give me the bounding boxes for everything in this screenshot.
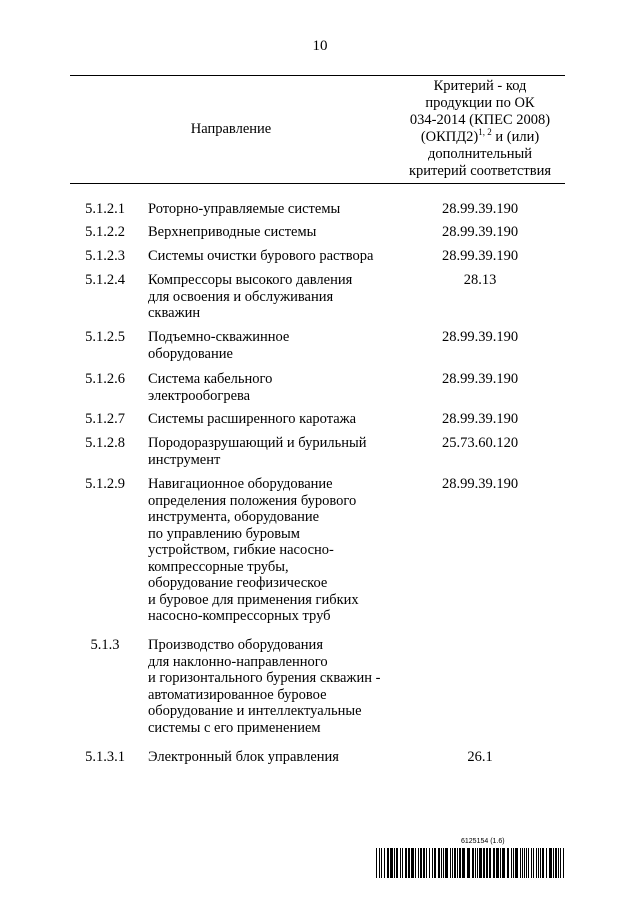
row-direction-line: Системы расширенного каротажа	[148, 411, 357, 427]
row-direction-line: Роторно-управляемые системы	[148, 201, 341, 217]
row-direction-line: устройством, гибкие насосно-	[148, 542, 334, 558]
row-direction	[148, 329, 398, 362]
row-direction-line: оборудование	[148, 345, 233, 362]
row-direction	[148, 637, 398, 736]
row-direction-line: для освоения и обслуживания	[148, 288, 334, 305]
header-criterion-line: Критерий - код	[433, 78, 527, 94]
table-top-rule	[70, 75, 565, 76]
header-direction: Направление	[190, 121, 272, 137]
header-criterion-line	[395, 129, 565, 146]
barcode-image	[376, 848, 564, 878]
header-and-or: и (или)	[495, 129, 540, 145]
row-direction	[148, 272, 398, 322]
row-code: 28.99.39.190	[441, 248, 519, 264]
row-number: 5.1.2.9	[85, 476, 125, 492]
barcode-caption: 6125154 (1.6)	[461, 838, 505, 845]
row-number: 5.1.2.1	[85, 201, 125, 217]
row-direction-line: инструмента, оборудование	[148, 509, 320, 525]
row-number: 5.1.2.6	[85, 371, 125, 387]
row-direction-line: оборудование геофизическое	[148, 575, 328, 591]
row-direction-line: Навигационное оборудование	[148, 476, 333, 492]
row-direction-line: электрообогрева	[148, 387, 251, 404]
row-code: 28.99.39.190	[441, 476, 519, 492]
row-direction	[148, 224, 398, 241]
row-code: 25.73.60.120	[441, 435, 519, 451]
header-okpd: (ОКПД2)	[420, 129, 479, 145]
row-direction-line: насосно-компрессорных труб	[148, 608, 331, 624]
header-bottom-rule	[70, 183, 565, 184]
header-criterion	[395, 78, 565, 180]
row-direction-line: инструмент	[148, 451, 221, 468]
row-direction-line: и буровое для применения гибких	[148, 591, 359, 608]
row-direction-line: Породоразрушающий и бурильный	[148, 435, 367, 451]
row-direction-line: Подъемно-скважинное	[148, 329, 290, 345]
row-direction	[148, 248, 398, 265]
header-criterion-line: продукции по ОК	[425, 95, 535, 111]
row-code: 28.13	[463, 272, 497, 288]
row-direction-line: Компрессоры высокого давления	[148, 272, 353, 288]
footnote-marks: 1, 2	[478, 127, 492, 138]
row-number: 5.1.2.2	[85, 224, 125, 240]
row-code: 28.99.39.190	[441, 411, 519, 427]
row-direction	[148, 371, 398, 404]
row-direction	[148, 749, 398, 766]
row-number: 5.1.3.1	[85, 749, 125, 765]
row-code: 26.1	[467, 749, 493, 765]
header-criterion-line: 034-2014 (КПЕС 2008)	[409, 112, 551, 128]
row-direction	[148, 435, 398, 468]
row-direction-line: и горизонтального бурения скважин -	[148, 670, 381, 686]
row-direction	[148, 201, 398, 218]
row-direction-line: Системы очистки бурового раствора	[148, 248, 374, 264]
row-direction-line: Производство оборудования	[148, 637, 323, 653]
row-code: 28.99.39.190	[441, 224, 519, 240]
header-criterion-line: дополнительный	[427, 146, 533, 162]
header-criterion-line: критерий соответствия	[408, 163, 552, 179]
row-code: 28.99.39.190	[441, 371, 519, 387]
row-number: 5.1.3	[90, 637, 120, 653]
row-code: 28.99.39.190	[441, 329, 519, 345]
row-direction-line: компрессорные трубы,	[148, 558, 289, 575]
page-number: 10	[312, 38, 328, 54]
row-direction-line: Верхнеприводные системы	[148, 224, 317, 240]
row-direction-line: автоматизированное буровое	[148, 686, 327, 703]
row-direction	[148, 411, 398, 428]
row-direction-line: для наклонно-направленного	[148, 653, 328, 670]
row-direction-line: оборудование и интеллектуальные	[148, 703, 362, 719]
row-direction-line: скважин	[148, 305, 201, 321]
row-direction	[148, 476, 398, 625]
row-number: 5.1.2.8	[85, 435, 125, 451]
row-number: 5.1.2.7	[85, 411, 125, 427]
row-direction-line: Электронный блок управления	[148, 749, 339, 765]
row-direction-line: системы с его применением	[148, 719, 321, 736]
row-direction-line: по управлению буровым	[148, 525, 300, 542]
row-direction-line: определения положения бурового	[148, 492, 357, 509]
row-code: 28.99.39.190	[441, 201, 519, 217]
row-direction-line: Система кабельного	[148, 371, 273, 387]
row-number: 5.1.2.3	[85, 248, 125, 264]
row-number: 5.1.2.4	[85, 272, 125, 288]
row-number: 5.1.2.5	[85, 329, 125, 345]
